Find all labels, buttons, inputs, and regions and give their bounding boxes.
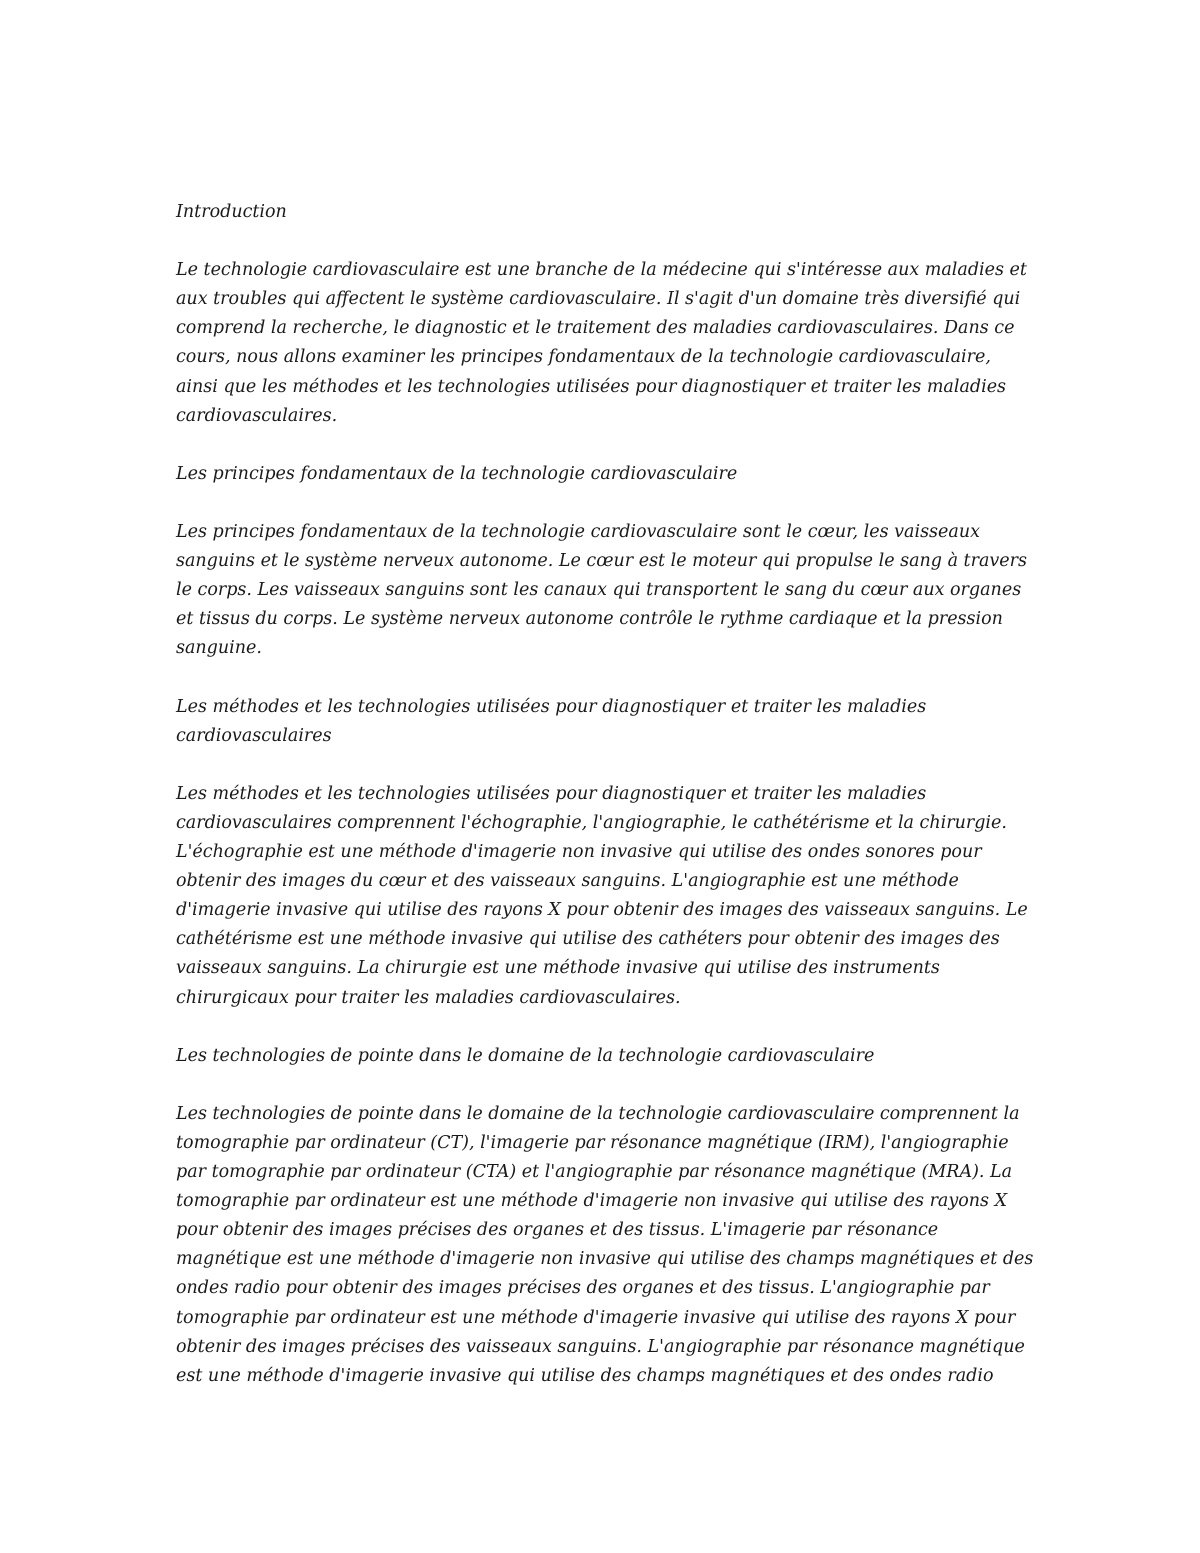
heading-technologies-pointe: Les technologies de pointe dans le domaine de la technologie cardiovasculaire: [176, 1045, 875, 1066]
paragraph-introduction: Le technologie cardiovasculaire est une branche de la médecine qui s'intéresse aux maladies et aux troubles qui affectent le système cardiovasculaire. Il s'agit d'un domaine très diversifié qui comprend la recherche, le diagnostic et le traitement des maladies cardiovasculaires. Dans ce cours, nous allons examiner les principes fondamentaux de la technologie cardiovasculaire, ainsi que les méthodes et les technologies utilisées pour diagnostiquer et traiter les maladies cardiovasculaires.: [176, 260, 1027, 426]
paragraph-methodes: Les méthodes et les technologies utilisées pour diagnostiquer et traiter les maladies cardiovasculaires comprennent l'échographie, l'angiographie, le cathétérisme et la chirurgie. L'échographie est une méthode d'imagerie non invasive qui utilise des ondes sonores pour obtenir des images du cœur et des vaisseaux sanguins. L'angiographie est une méthode d'imagerie invasive qui utilise des rayons X pour obtenir des images des vaisseaux sanguins. Le cathétérisme est une méthode invasive qui utilise des cathéters pour obtenir des images des vaisseaux sanguins. La chirurgie est une méthode invasive qui utilise des instruments chirurgicaux pour traiter les maladies cardiovasculaires.: [176, 783, 1028, 1008]
document-body: [176, 198, 1036, 1391]
paragraph-technologies-pointe: Les technologies de pointe dans le domaine de la technologie cardiovasculaire comprennent la tomographie par ordinateur (CT), l'imagerie par résonance magnétique (IRM), l'angiographie par tomographie par ordinateur (CTA) et l'angiographie par résonance magnétique (MRA). La tomographie par ordinateur est une méthode d'imagerie non invasive qui utilise des rayons X pour obtenir des images précises des organes et des tissus. L'imagerie par résonance magnétique est une méthode d'imagerie non invasive qui utilise des champs magnétiques et des ondes radio pour obtenir des images précises des organes et des tissus. L'angiographie par tomographie par ordinateur est une méthode d'imagerie invasive qui utilise des rayons X pour obtenir des images précises des vaisseaux sanguins. L'angiographie par résonance magnétique est une méthode d'imagerie invasive qui utilise des champs magnétiques et des ondes radio: [176, 1103, 1034, 1386]
paragraph-principes: Les principes fondamentaux de la technologie cardiovasculaire sont le cœur, les vaisseaux sanguins et le système nerveux autonome. Le cœur est le moteur qui propulse le sang à travers le corps. Les vaisseaux sanguins sont les canaux qui transportent le sang du cœur aux organes et tissus du corps. Le système nerveux autonome contrôle le rythme cardiaque et la pression sanguine.: [176, 522, 1027, 659]
heading-introduction: Introduction: [176, 202, 287, 222]
heading-principes: Les principes fondamentaux de la technologie cardiovasculaire: [176, 463, 738, 484]
heading-methodes: Les méthodes et les technologies utilisées pour diagnostiquer et traiter les maladies cardiovasculaires: [176, 696, 927, 746]
